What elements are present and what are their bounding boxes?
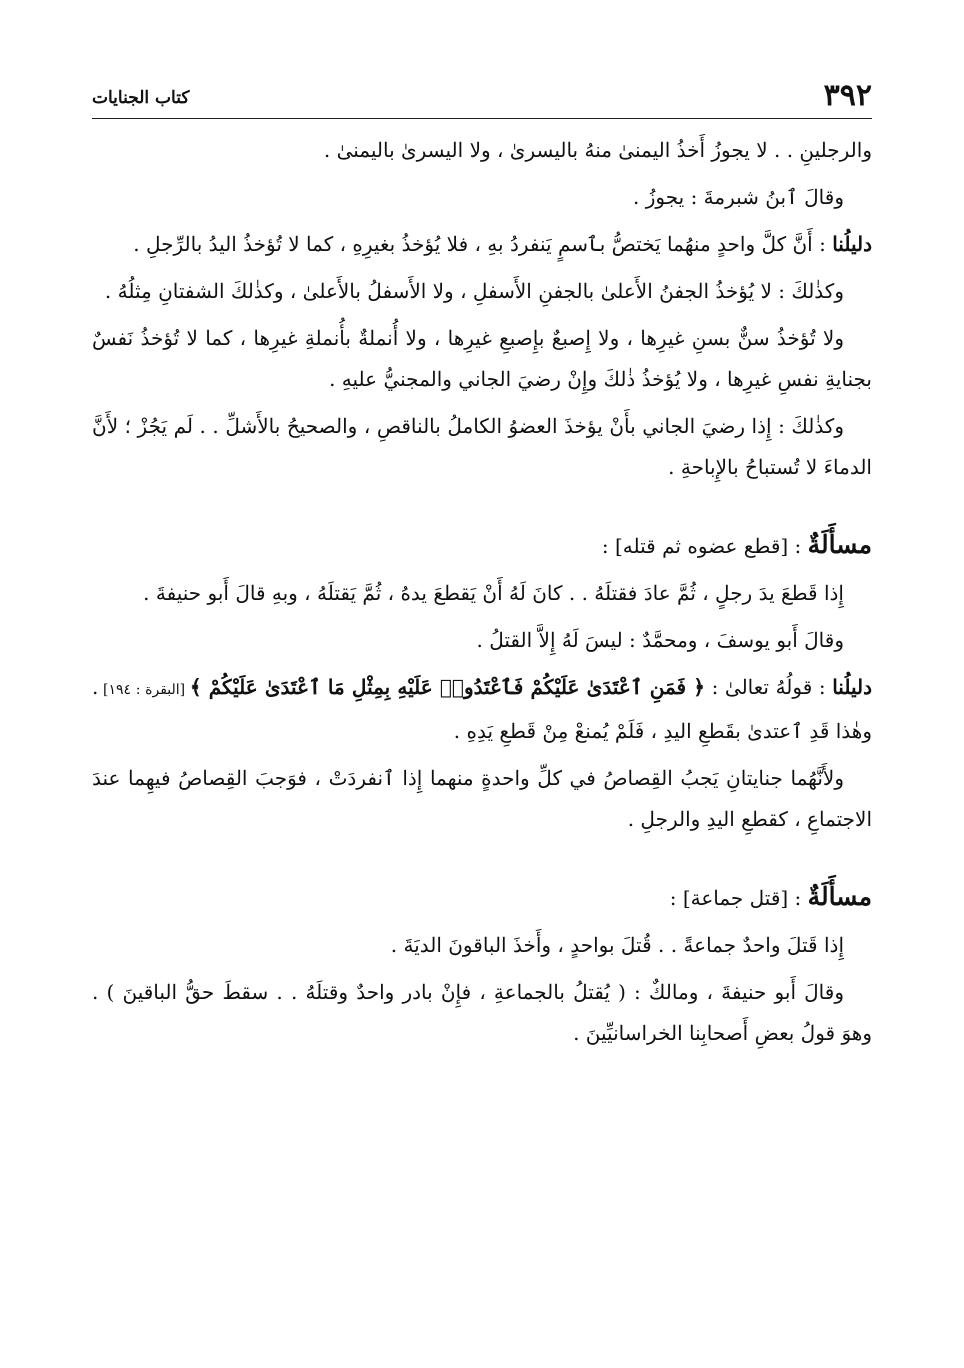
section-label: مسأَلَةٌ [807,530,872,559]
section-title: : [قتل جماعة] : [669,886,808,910]
section-gap [92,494,872,524]
paragraph [92,130,872,171]
paragraph-text: . وهٰذا قَدِ ٱعتدىٰ بقَطعِ اليدِ ، فَلَمْ يُمنعْ مِنْ قَطعِ يَدِهِ . [92,675,872,743]
paragraph-text: وقالَ أَبو حنيفةَ ، ومالكٌ : ( يُقتلُ بالجماعةِ ، فإِنْ بادر واحدٌ وقتلَهُ . . سقطَ حقُّ الباقينَ ) . وهوَ قولُ بعضِ أَصحابِنا الخراسانيِّينَ . [92,980,872,1045]
running-header [92,78,872,119]
paragraph [92,406,872,488]
evidence-term: دليلُنا [832,675,872,699]
paragraph-text: : قولُهُ تعالىٰ : [704,675,833,699]
paragraph [92,318,872,400]
paragraph [92,177,872,218]
paragraph [92,573,872,614]
paragraph-text: : أَنَّ كلَّ واحدٍ منهُما يَختصُّ بٱسمٍ يَنفردُ بهِ ، فلا يُؤخذُ بغيرِهِ ، كما لا تُؤخذُ اليدُ بالرِّجلِ . [133,232,833,256]
paragraph-text: ولأَنَّهُما جنايتانِ يَجبُ القِصاصُ في كلِّ واحدةٍ منهما إِذا ٱنفردَتْ ، فوَجبَ القِصاصُ فيهِما عندَ الاجتماعِ ، كقطعِ اليدِ والرجلِ . [92,766,872,831]
page-number: ٣٩٢ [823,78,872,113]
paragraph [92,925,872,966]
body-text [92,130,872,1060]
section-heading [92,876,872,919]
paragraph-text: وقالَ أَبو يوسفَ ، ومحمَّدٌ : ليسَ لَهُ إِلاَّ القتلُ . [476,628,844,652]
paragraph-text: والرجلينِ . . لا يجوزُ أَخذُ اليمنىٰ منهُ باليسرىٰ ، ولا اليسرىٰ باليمنىٰ . [323,138,872,162]
section-heading [92,524,872,567]
paragraph-text: إِذا قَطعَ يدَ رجلٍ ، ثُمَّ عادَ فقتلَهُ . . كانَ لَهُ أَنْ يَقطعَ يدهُ ، ثُمَّ يَقتلَهُ ، وبهِ قالَ أَبو حنيفةَ . [143,581,844,605]
section-label: مسأَلَةٌ [807,882,872,911]
paragraph [92,620,872,661]
section-gap [92,846,872,876]
book-title: كتاب الجنايات [92,88,190,108]
verse-citation: [البقرة : ١٩٤] [98,682,190,698]
paragraph [92,224,872,265]
section-title: : [قطع عضوه ثم قتله] : [601,534,808,558]
paragraph-text: وكذٰلكَ : إِذا رضيَ الجاني بأَنْ يؤخذَ العضوُ الكاملُ بالناقصِ ، والصحيحُ بالأَشلِّ . . لَم يَجُزْ ؛ لأَنَّ الدماءَ لا تُستباحُ بالإِباحةِ . [92,414,872,479]
paragraph-text: ولا تُؤخذُ سنٌّ بسنِ غيرِها ، ولا إِصبعٌ بإِصبعِ غيرِها ، ولا أُنملةٌ بأُنملةِ غيرِها ، كما لا تُؤخذُ نَفسٌ بجنايةِ نفسِ غيرِها ، ولا يُؤخذُ ذٰلكَ وإِنْ رضيَ الجاني والمجنيُّ عليهِ . [92,326,872,391]
paragraph [92,758,872,840]
evidence-term: دليلُنا [832,232,872,256]
paragraph-text: وكذٰلكَ : لا يُؤخذُ الجفنُ الأَعلىٰ بالجفنِ الأَسفلِ ، ولا الأَسفلُ بالأَعلىٰ ، وكذٰلكَ الشفتانِ مِثلُهُ . [104,279,844,303]
paragraph [92,667,872,752]
paragraph-text: وقالَ ٱبنُ شبرمةَ : يجوزُ . [633,185,844,209]
quran-verse: ﴿ فَمَنِ ٱعْتَدَىٰ عَلَيْكُمْ فَٱعْتَدُوا۟ عَلَيْهِ بِمِثْلِ مَا ٱعْتَدَىٰ عَلَيْكُمْ ﴾ [189,675,705,699]
paragraph [92,271,872,312]
paragraph-text: إِذا قَتلَ واحدٌ جماعةً . . قُتلَ بواحدٍ ، وأَخذَ الباقونَ الديَةَ . [390,933,844,957]
paragraph [92,972,872,1054]
